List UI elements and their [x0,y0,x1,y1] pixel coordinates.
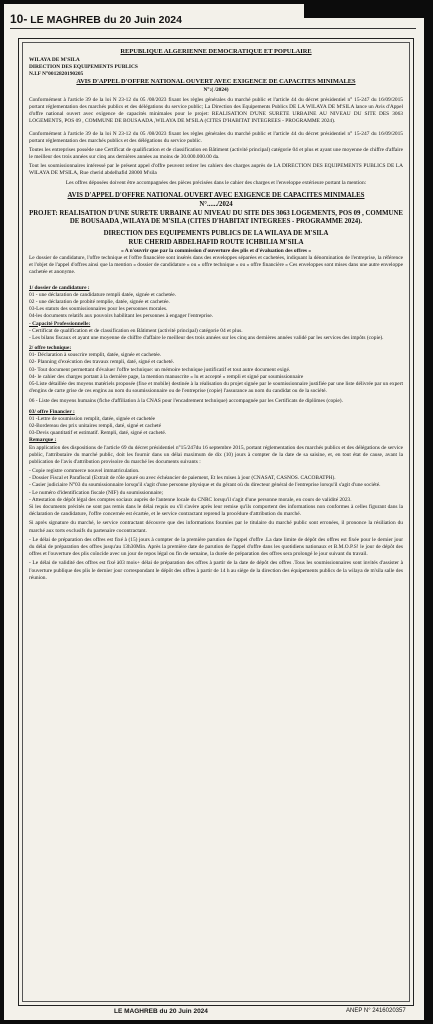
intro-paragraph: Conformément à l'article 39 de la loi N 23-12 du 05 /08/2023 fixant les règles générales du marché public et l'article 44 du décret présidentiel n° 15-247 du 16/09/2015 portant réglementation des marchés publics et des délégations du service public; La Direction des Equipements Publics DE LA WILAYA DE M'SILA lance un Avis d'Appel d'offre national ouvert avec exigence de capacités minimales pour le projet: REALISATION D'UNE SURETE URBAINE AU NIVEAU DU SITE DES 3063 LOGEMENTS, POS 09 , COMMUNE DE BOUSAADA ,WILAYA DE M'SILA (CITES D'HABITAT INTEGREES - PROGRAMME 2024). [29,96,403,125]
list-item: - Attestation de dépôt légal des comptes sociaux auprès de l'antenne locale du CNRC lorsqu'il s'agit d'une personne morale, en cours de validité 2023. [29,496,352,503]
technical-offer-list [29,352,403,405]
withdrawal-paragraph: Tout les soumissionnaires intéressé par le présent appel d'offre peuvent retirer les cahiers des charges auprès de LA DIRECTION DES EQUIPEMENTS PUBLICS DE LA WILAYA DE M'SILA, Rue cherid abdelhafid 28000 M'sila [29,163,403,177]
page-number: 10- [10,12,28,26]
page-edge-shadow [304,4,424,18]
list-item: - Dossier Fiscal et Parafiscal (Extrait de rôle apuré ou avec échéancier de paiement, Et les mises à jour (CNASAT, CASNOS. CACOBATPH). [29,475,336,482]
list-item: 01 -Lettre de soumission remplit, datée, signée et cachetée [29,415,156,422]
list-item: 04- le cahier des charges portant à la dernière page, la mention manuscrite « lu et accepté » rempli et signé par soumissionnaire [29,373,304,380]
envelope-number: N°....../2024 [199,200,233,208]
wilaya-line: WILAYA DE M'SILA [29,56,80,63]
envelope-project: PROJET: REALISATION D'UNE SURETE URBAINE AU NIVEAU DU SITE DES 3063 LOGEMENTS, POS 09 , COMMUNE DE BOUSAADA ,WILAYA DE M'SILA (CITES D'HABITAT INTEGREES - PROGRAMME 2024). [29,209,403,226]
address-line-2: RUE CHERID ABDELHAFID ROUTE ICHBILIA M'SILA [128,238,304,246]
validity-paragraph: - Le délai de validité des offres est fixé à03 mois+ délai de préparation des offres à partir de la date de dépôt des offres .Tous les soumissionnaires sont invités d'assister à l'ouverture publique des plis le dernier jour correspondant le dépôt des offres à partir de 14 h au siège de la direction des équipements publics de la wilaya de m'sila salle des réunion. [29,560,403,581]
footer-paper-date: LE MAGHREB du 20 Juin 2024 [114,1008,208,1015]
financial-offer-list [29,416,403,438]
list-item: 02-Bordereau des prix unitaires rempli, daté, signé et cacheté [29,422,162,429]
notice-number: N°:( /2024) [203,86,229,93]
notice-title: AVIS D'APPEL D'OFFRE NATIONAL OUVERT AVEC EXIGENCE DE CAPACITES MINIMALES [76,78,356,86]
remark-paragraph: Si les documents précités ne sont pas remis dans le délai requis ou s'il s'avère après leur remise qu'ils comportent des informations non conformes à celles figurant dans la déclaration de candidature, l'offre concernée est écartée, et le service contractant reprend la procédure d'attribution du marché. [29,504,403,518]
envelope-paragraph: Les offres déposées doivent être accompagnées des pièces précisées dans le cahier des charges et l'enveloppe extérieure portant la mention: [65,179,367,186]
notice-body [22,42,410,1002]
list-item: 02- Planning d'exécution des travaux rempli, daté, signé et cacheté. [29,359,174,366]
notice-frame [18,38,414,1006]
list-item: 01- Déclaration à souscrire remplit, datée, signée et cachetée. [29,352,162,359]
list-item: 03-Devis quantitatif et estimatif. Rempli, daté, signé et cacheté. [29,430,167,437]
eligibility-paragraph: Toutes les entreprises possède une Certificat de qualification et de classification en Bâtiment (activité principal) catégorie 04 et plus et ayant une moyenne de chiffre d'affaire le meilleur des trois années sur cinq ans dernières années au moins de 30.000.000.00 da. [29,146,403,161]
list-item: - Certificat de qualification et de classification en Bâtiment (activité principal) catégorie 04 et plus. [29,327,243,334]
list-item: 06 - Liste des moyens humains (fiche d'affiliation à la CNAS pour l'encadrement technique) accompagnée par les Certificats de diplômes (copie). [29,398,343,405]
page-header [10,12,182,26]
remark-title: Remarque : [29,437,57,444]
list-item: - Copie registre commerce nouvel immatriculation. [29,468,140,475]
envelope-title: AVIS D'APPEL D'OFFRE NATIONAL OUVERT AVEC EXIGENCE DE CAPACITES MINIMALES [67,191,365,199]
anep-reference: ANEP N° 2416020357 [346,1008,406,1014]
list-item: 05-Liste détaillée des moyens matériels proposée (fixe et mobile) destinée à la réalisation du projet signée par le soumissionnaire justifiée par une liste délivrée par un expert d'engins de carte grise de ces engins au nom du soumissionnaire ou de l'entreprise (copie) l'assurance au nom du candidat ou de la société. [29,381,403,395]
candidature-list [29,292,403,321]
list-item: 01 - une déclaration de candidature rempli datée, signée et cachetée. [29,291,176,298]
remark-list [29,468,403,504]
republic-heading: REPUBLIQUE ALGERIENNE DEMOCRATIQUE ET POPULAIRE [120,48,312,55]
newspaper-page [4,4,424,1020]
deadline-paragraph: - Le délai de préparation des offres est fixé à (15) jours à compter de la première parution de l'appel d'offre .La date limite de dépôt des offres est fixée pour le dernier jour du délai de préparation des offres jusqu'au 13h30Min. Après la première date de parution de l'appel d'offre dans les quotidiens nationaux et B.M.O.P.S! le jour de dépôt des offres et l'ouverture des plis coïncide avec un jour de repos légal ou fin de semaine, la durée de préparation des offres sera prolongé le jour suivant du travail. [29,536,403,558]
list-item: 03- Tout document permettant d'évaluer l'offre technique: un mémoire technique justificatif et tout autre document exigé. [29,366,291,373]
list-item: - Les bilans fiscaux et ayant une moyenne de chiffre d'affaire le meilleur des trois années sur les cinq ans dernières années validé par les services des impôts (copie). [29,334,384,341]
address-line-1: DIRECTION DES EQUIPEMENTS PUBLICS DE LA WILAYA DE M'SILA [103,230,329,238]
list-item: 04-les documents relatifs aux pouvoirs habilitant les personnes à engager l'entreprise. [29,313,214,320]
legal-paragraph: Conformément à l'article 39 de la loi N 23-12 du 05 /08/2023 fixant les règles générales du marché public et l'article 44 du décret présidentiel n° 15-247 du 16/09/2015 portant réglementation des marchés publics et des délégations du service public. [29,130,403,144]
nif-line: N.I.F N°0012820190205 [29,70,84,77]
list-item: - Casier judiciaire N°03 du soumissionnaire lorsqu'il s'agit d'une personne physique et du gérant où du directeur général de l'entreprise lorsqu'il s'agit d'une société. [29,482,381,489]
list-item: 03-Les statuts des soumissionnaires pour les personnes morales. [29,306,168,313]
header-paper-date: LE MAGHREB du 20 Juin 2024 [30,14,182,26]
envelope-instructions: Le dossier de candidature, l'offre technique et l'offre financière sont insérés dans des enveloppes séparées et cachetées, indiquant la dénomination de l'entreprise, la référence et l'objet de l'appel d'offres ainsi que la mention « dossier de candidature » ou « offre technique » ou « offre financière » Ces enveloppes sont mises dans une autre enveloppe cachetée et anonyme. [29,255,403,276]
list-item: - Le numéro d'identification fiscale (NIF) du soumissionnaire; [29,489,164,496]
financial-offer-title: 03/ offre Financier : [29,408,75,415]
direction-line: DIRECTION DES EQUIPEMENTS PUBLICS [29,63,138,70]
professional-capacity-title: - Capacité Professionnelle: [29,320,91,327]
header-rule [10,28,416,29]
technical-offer-title: 2/ offre technique: [29,345,72,352]
address-line-3: « A n'ouvrir que par la commission d'ouverture des plis et d'évaluation des offres » [120,247,312,254]
remark-paragraph: Si après signature du marché, le service contractant découvre que des informations fournies par le titulaire du marché public sont erronées, il prononce la résiliation du marché aux torts exclusifs du partenaire cocontractant. [29,520,403,534]
remark-paragraph: En application des dispositions de l'article 69 du décret présidentiel n°15/247du 16 septembre 2015, portant réglementation des marchés publics et des délégations de service public, l'attributaire du marché public, doit les fournir dans un délai maximum de dix (10) jours à compter de la date de sa saisine, et, en tout état de cause, avant la publication de l'avis d'attribution provisoire du marché les documents suivants : [29,444,403,465]
list-item: 02 - une déclaration de probité remplie, datée, signée et cachetée. [29,298,170,305]
candidature-title: 1/ dossier de candidature : [29,284,90,291]
